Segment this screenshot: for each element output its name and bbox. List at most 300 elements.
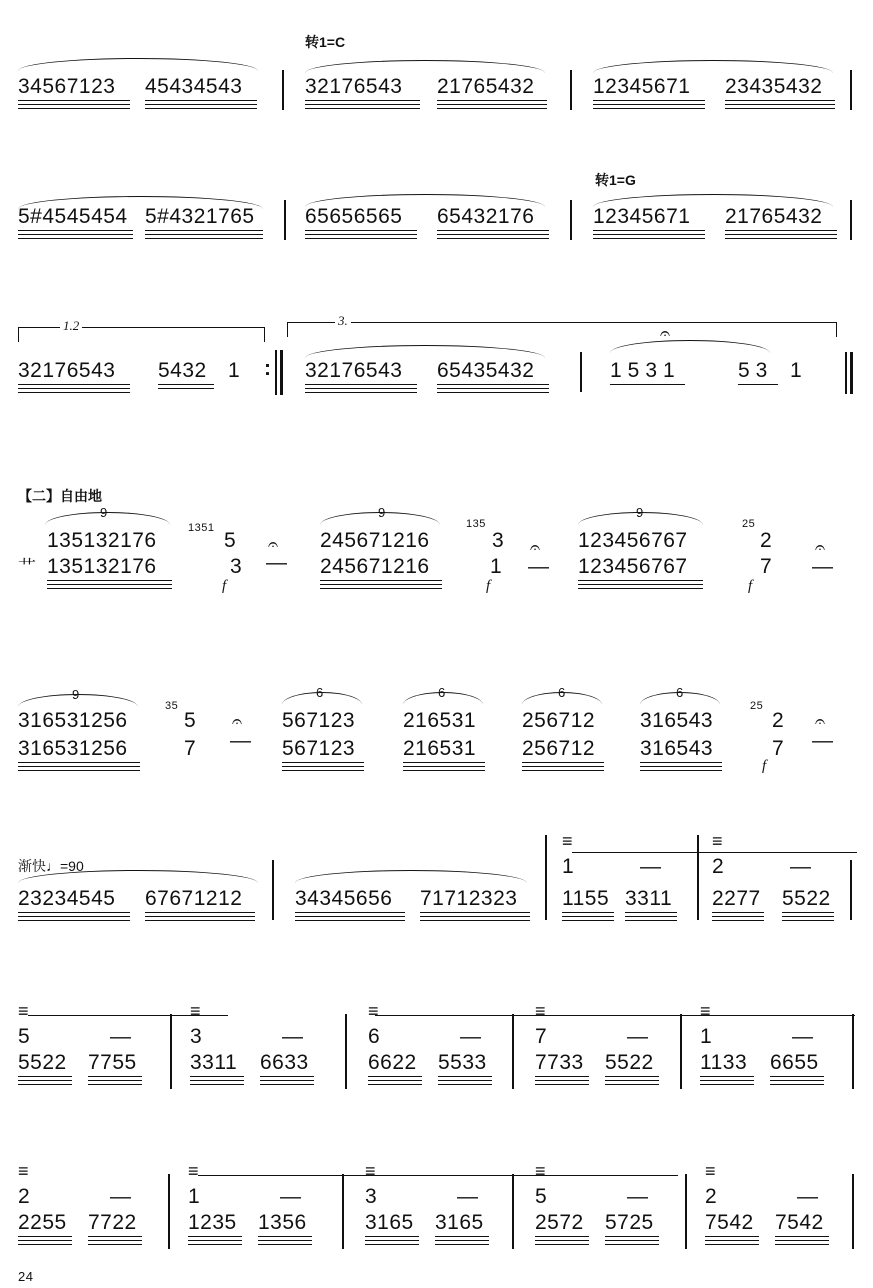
beam-line — [437, 100, 547, 101]
notes-lower: 135132176 — [47, 555, 157, 578]
volta-bracket-3 — [287, 322, 837, 337]
beam-line — [145, 238, 263, 239]
tuplet-number: 6 — [558, 685, 566, 700]
beam-line — [145, 230, 263, 231]
barline — [275, 350, 277, 395]
beam-line — [640, 770, 722, 771]
notes: 6622 — [368, 1051, 417, 1074]
notes: 5432 — [158, 359, 207, 382]
dash: — — [280, 1185, 302, 1208]
volta-label: 3. — [335, 313, 351, 329]
notes: 7542 — [705, 1211, 754, 1234]
beam-line — [535, 1080, 589, 1081]
beam-line — [260, 1084, 314, 1085]
beam-line — [18, 392, 130, 393]
beam-line — [435, 1236, 489, 1237]
notes: 5#4545454 — [18, 205, 128, 228]
dynamic-forte: f — [222, 578, 227, 594]
barline — [850, 352, 853, 394]
beam-line — [437, 108, 547, 109]
beam-line — [282, 770, 364, 771]
barline — [852, 1014, 854, 1089]
beam-line — [705, 1240, 759, 1241]
note: 1 — [188, 1185, 201, 1208]
beam-line — [190, 1080, 244, 1081]
tremolo-mark: ≡ — [712, 831, 723, 851]
notes: 34345656 — [295, 887, 393, 910]
slur — [610, 340, 770, 353]
beam-line — [640, 762, 722, 763]
beam-line — [775, 1240, 829, 1241]
beam-line — [260, 1076, 314, 1077]
beam-line — [47, 580, 172, 581]
barline — [512, 1174, 514, 1249]
beam-line — [365, 1244, 419, 1245]
beam-line — [775, 1244, 829, 1245]
notes: 32176543 — [305, 359, 403, 382]
beam-line — [562, 912, 614, 913]
beam-line — [705, 1244, 759, 1245]
note: 2 — [705, 1185, 718, 1208]
note: 5 — [184, 709, 197, 732]
dash: — — [460, 1025, 482, 1048]
beam-line — [18, 108, 130, 109]
note: 3 — [365, 1185, 378, 1208]
barline — [280, 350, 283, 395]
notes: 5725 — [605, 1211, 654, 1234]
beam-line — [712, 920, 764, 921]
beam-line — [18, 1076, 72, 1077]
beam-line — [368, 1076, 422, 1077]
beam-line — [562, 920, 614, 921]
note: 1 — [790, 359, 803, 382]
beam-line — [435, 1244, 489, 1245]
barline — [512, 1014, 514, 1089]
beam-line — [305, 230, 417, 231]
beam-line — [190, 1076, 244, 1077]
grace-notes: 35 — [165, 700, 179, 712]
slur — [593, 60, 833, 73]
beam-line — [437, 384, 549, 385]
beam-line — [295, 920, 405, 921]
beam-line — [305, 104, 420, 105]
beam-line — [18, 770, 140, 771]
beam-line — [365, 1236, 419, 1237]
beam-line — [403, 770, 485, 771]
grace-notes: 25 — [750, 700, 764, 712]
notes: 1531 — [610, 359, 681, 382]
sign: 艹 — [18, 557, 37, 577]
notes: 32176543 — [18, 359, 116, 382]
barline — [170, 1014, 172, 1089]
beam-line — [158, 388, 214, 389]
dash: — — [640, 855, 662, 878]
notes-lower: 216531 — [403, 737, 477, 760]
barline — [685, 1174, 687, 1249]
note: 7 — [772, 737, 785, 760]
beam-line — [305, 108, 420, 109]
beam-line — [47, 588, 172, 589]
beam-line — [188, 1240, 242, 1241]
beam-line — [258, 1240, 312, 1241]
dash: — — [110, 1185, 132, 1208]
tuplet-number: 9 — [378, 505, 386, 520]
beam-line — [438, 1084, 492, 1085]
beam-line — [535, 1244, 589, 1245]
beam-line — [593, 238, 705, 239]
notes-upper: 216531 — [403, 709, 477, 732]
beam-line — [725, 234, 837, 235]
beam-line — [320, 580, 442, 581]
beam-line — [437, 392, 549, 393]
grace-notes: 135 — [466, 518, 486, 530]
slur — [305, 345, 545, 358]
notes: 3311 — [190, 1051, 238, 1074]
beam-line — [775, 1236, 829, 1237]
note: 7 — [184, 737, 197, 760]
dynamic-forte: f — [748, 578, 753, 594]
tremolo-mark: ≡ — [18, 1161, 29, 1181]
beam-line — [18, 912, 130, 913]
beam-line — [605, 1080, 659, 1081]
beam-line — [88, 1084, 142, 1085]
notes: 7542 — [775, 1211, 824, 1234]
dash: — — [528, 555, 550, 578]
dash: — — [627, 1185, 649, 1208]
notes: 7722 — [88, 1211, 137, 1234]
beam-line — [593, 230, 705, 231]
beam-line — [305, 234, 417, 235]
beam-line — [605, 1244, 659, 1245]
barline — [570, 200, 572, 240]
barline — [272, 860, 274, 920]
dash: — — [812, 555, 834, 578]
notes: 3165 — [365, 1211, 414, 1234]
barline — [850, 70, 852, 110]
beam-line — [705, 1236, 759, 1237]
dynamic-forte: f — [762, 758, 767, 774]
barline — [845, 352, 847, 394]
dash: — — [266, 551, 288, 574]
beam-line — [578, 588, 703, 589]
beam-line — [535, 1084, 589, 1085]
beam-line — [605, 1076, 659, 1077]
notes: 53 — [738, 359, 774, 382]
beam-line — [420, 912, 530, 913]
notes: 23234545 — [18, 887, 116, 910]
beam-line — [258, 1236, 312, 1237]
beam-line — [593, 104, 705, 105]
notes: 6633 — [260, 1051, 309, 1074]
beam-line — [18, 1244, 72, 1245]
beam-line — [188, 1236, 242, 1237]
tuplet-number: 6 — [438, 685, 446, 700]
notes-upper: 316531256 — [18, 709, 128, 732]
beam-line — [725, 100, 835, 101]
fermata: 𝄐 — [815, 711, 826, 731]
beam-line — [640, 766, 722, 767]
beam-line — [535, 1076, 589, 1077]
beam-line — [18, 388, 130, 389]
barline — [284, 200, 286, 240]
beam-line — [18, 100, 130, 101]
notes: 6655 — [770, 1051, 819, 1074]
notes: 45434543 — [145, 75, 243, 98]
beam-line — [282, 762, 364, 763]
tuplet-number: 6 — [316, 685, 324, 700]
slur — [295, 870, 527, 883]
notes: 1235 — [188, 1211, 237, 1234]
notes: 23435432 — [725, 75, 823, 98]
note: 6 — [368, 1025, 381, 1048]
tremolo-mark: ≡ — [190, 1001, 201, 1021]
beam-line — [782, 916, 834, 917]
beam-line — [610, 384, 685, 385]
notes: 65432176 — [437, 205, 535, 228]
dynamic-forte: f — [486, 578, 491, 594]
notes: 5#4321765 — [145, 205, 255, 228]
note: 1 — [562, 855, 575, 878]
beam-line — [420, 916, 530, 917]
beam-line — [145, 108, 257, 109]
note: 7 — [535, 1025, 548, 1048]
beam-line — [625, 912, 677, 913]
notes-upper: 567123 — [282, 709, 356, 732]
beam-line — [145, 104, 257, 105]
fermata: 𝄐 — [232, 711, 243, 731]
repeat-dots: : — [264, 357, 272, 380]
beam-line — [712, 916, 764, 917]
page-number: 24 — [18, 1269, 34, 1284]
beam-line — [605, 1084, 659, 1085]
notes-lower: 567123 — [282, 737, 356, 760]
beam-line — [437, 230, 549, 231]
beam-line — [305, 238, 417, 239]
beam-line — [305, 384, 417, 385]
beam-line — [437, 388, 549, 389]
beam-line — [725, 104, 835, 105]
beam-line — [522, 770, 604, 771]
tuplet-number: 9 — [72, 687, 80, 702]
fermata: 𝄐 — [815, 537, 826, 557]
beam-line — [295, 916, 405, 917]
beam-line — [305, 388, 417, 389]
beam-line — [700, 1080, 754, 1081]
beam-line — [562, 916, 614, 917]
beam-line — [88, 1236, 142, 1237]
beam-line — [282, 766, 364, 767]
barline — [680, 1014, 682, 1089]
beam-line — [700, 1084, 754, 1085]
beam-line — [403, 766, 485, 767]
tuplet-number: 9 — [100, 505, 108, 520]
note: 2 — [760, 529, 773, 552]
notes: 65656565 — [305, 205, 403, 228]
notes-lower: 316531256 — [18, 737, 128, 760]
dash: — — [457, 1185, 479, 1208]
fermata: 𝄐 — [660, 323, 671, 343]
note: 3 — [190, 1025, 203, 1048]
notes: 5522 — [605, 1051, 654, 1074]
beam-line — [18, 238, 133, 239]
tempo-marking: 渐快♩=90 — [18, 858, 84, 874]
beam-line — [145, 912, 255, 913]
beam-line — [522, 766, 604, 767]
notes-upper: 245671216 — [320, 529, 430, 552]
beam-line — [605, 1240, 659, 1241]
note: 5 — [18, 1025, 31, 1048]
tremolo-mark: ≡ — [535, 1161, 546, 1181]
beam-line — [593, 234, 705, 235]
barline — [580, 352, 582, 392]
beam-line — [770, 1076, 824, 1077]
notes-lower: 245671216 — [320, 555, 430, 578]
notes: 3311 — [625, 887, 673, 910]
tremolo-mark: ≡ — [365, 1161, 376, 1181]
beam-line — [188, 1244, 242, 1245]
beam-line — [593, 100, 705, 101]
beam-line — [593, 108, 705, 109]
barline — [850, 200, 852, 240]
key-change-g: 转1=G — [595, 172, 636, 188]
beam-line — [18, 1240, 72, 1241]
notes: 5522 — [782, 887, 831, 910]
beam-line — [435, 1240, 489, 1241]
tuplet-number: 9 — [636, 505, 644, 520]
fermata: 𝄐 — [530, 537, 541, 557]
beam-line — [782, 920, 834, 921]
notes: 67671212 — [145, 887, 243, 910]
notes-lower: 316543 — [640, 737, 714, 760]
notes: 71712323 — [420, 887, 518, 910]
dash: — — [812, 729, 834, 752]
notes: 34567123 — [18, 75, 116, 98]
beam-line — [725, 238, 837, 239]
dash: — — [282, 1025, 304, 1048]
beam-line — [438, 1076, 492, 1077]
beam-line — [712, 912, 764, 913]
key-change-c: 转1=C — [305, 34, 346, 50]
grace-notes: 1351 — [188, 522, 215, 534]
notes: 2255 — [18, 1211, 67, 1234]
barline — [282, 70, 284, 110]
beam-line — [295, 912, 405, 913]
tremolo-mark: ≡ — [368, 1001, 379, 1021]
beam-line — [18, 1236, 72, 1237]
beam-line — [145, 234, 263, 235]
notes: 7755 — [88, 1051, 137, 1074]
barline — [342, 1174, 344, 1249]
notes-upper: 256712 — [522, 709, 596, 732]
slur — [18, 58, 258, 71]
barline — [852, 1174, 854, 1249]
tremolo-mark: ≡ — [562, 831, 573, 851]
barline — [345, 1014, 347, 1089]
slur — [305, 60, 545, 73]
beam-line — [700, 1076, 754, 1077]
beam-line — [88, 1240, 142, 1241]
beam-line — [18, 384, 130, 385]
notes: 12345671 — [593, 205, 691, 228]
beam-line — [320, 588, 442, 589]
beam-line — [258, 1244, 312, 1245]
notes-upper: 316543 — [640, 709, 714, 732]
beam-line — [770, 1080, 824, 1081]
notes: 5533 — [438, 1051, 487, 1074]
note: 3 — [492, 529, 505, 552]
tremolo-mark: ≡ — [535, 1001, 546, 1021]
notes: 65435432 — [437, 359, 535, 382]
grace-notes: 25 — [742, 518, 756, 530]
beam-line — [18, 234, 133, 235]
volta-bracket-1-2 — [18, 327, 265, 342]
beam-line — [625, 916, 677, 917]
beam-line — [47, 584, 172, 585]
beam-line — [18, 766, 140, 767]
beam-line — [420, 920, 530, 921]
beam-line — [738, 384, 778, 385]
beam-line — [145, 920, 255, 921]
notes: 1356 — [258, 1211, 307, 1234]
dash: — — [627, 1025, 649, 1048]
dash: — — [230, 729, 252, 752]
beam-line — [605, 1236, 659, 1237]
beam-line — [88, 1076, 142, 1077]
beam-line — [190, 1084, 244, 1085]
beam-line — [305, 100, 420, 101]
note: 3 — [230, 555, 243, 578]
beam-line — [158, 384, 214, 385]
dash: — — [797, 1185, 819, 1208]
barline — [168, 1174, 170, 1249]
tie-line — [198, 1175, 678, 1176]
beam-line — [145, 916, 255, 917]
tuplet-number: 6 — [676, 685, 684, 700]
beam-line — [260, 1080, 314, 1081]
beam-line — [725, 230, 837, 231]
beam-line — [578, 580, 703, 581]
beam-line — [725, 108, 835, 109]
beam-line — [782, 912, 834, 913]
beam-line — [18, 920, 130, 921]
barline — [697, 835, 699, 920]
beam-line — [437, 104, 547, 105]
beam-line — [305, 392, 417, 393]
fermata: 𝄐 — [268, 534, 279, 554]
beam-line — [625, 920, 677, 921]
beam-line — [145, 100, 257, 101]
beam-line — [18, 1084, 72, 1085]
beam-line — [437, 234, 549, 235]
beam-line — [522, 762, 604, 763]
notes: 12345671 — [593, 75, 691, 98]
tie-line — [572, 852, 857, 853]
section-title: 【二】自由地 — [18, 488, 102, 504]
beam-line — [18, 104, 130, 105]
barline — [545, 835, 547, 920]
tie-line — [375, 1015, 855, 1016]
beam-line — [88, 1244, 142, 1245]
beam-line — [578, 584, 703, 585]
beam-line — [18, 762, 140, 763]
notes-upper: 123456767 — [578, 529, 688, 552]
volta-label: 1.2 — [60, 318, 82, 334]
tremolo-mark: ≡ — [705, 1161, 716, 1181]
beam-line — [320, 584, 442, 585]
note: 5 — [224, 529, 237, 552]
tremolo-mark: ≡ — [188, 1161, 199, 1181]
tremolo-mark: ≡ — [700, 1001, 711, 1021]
